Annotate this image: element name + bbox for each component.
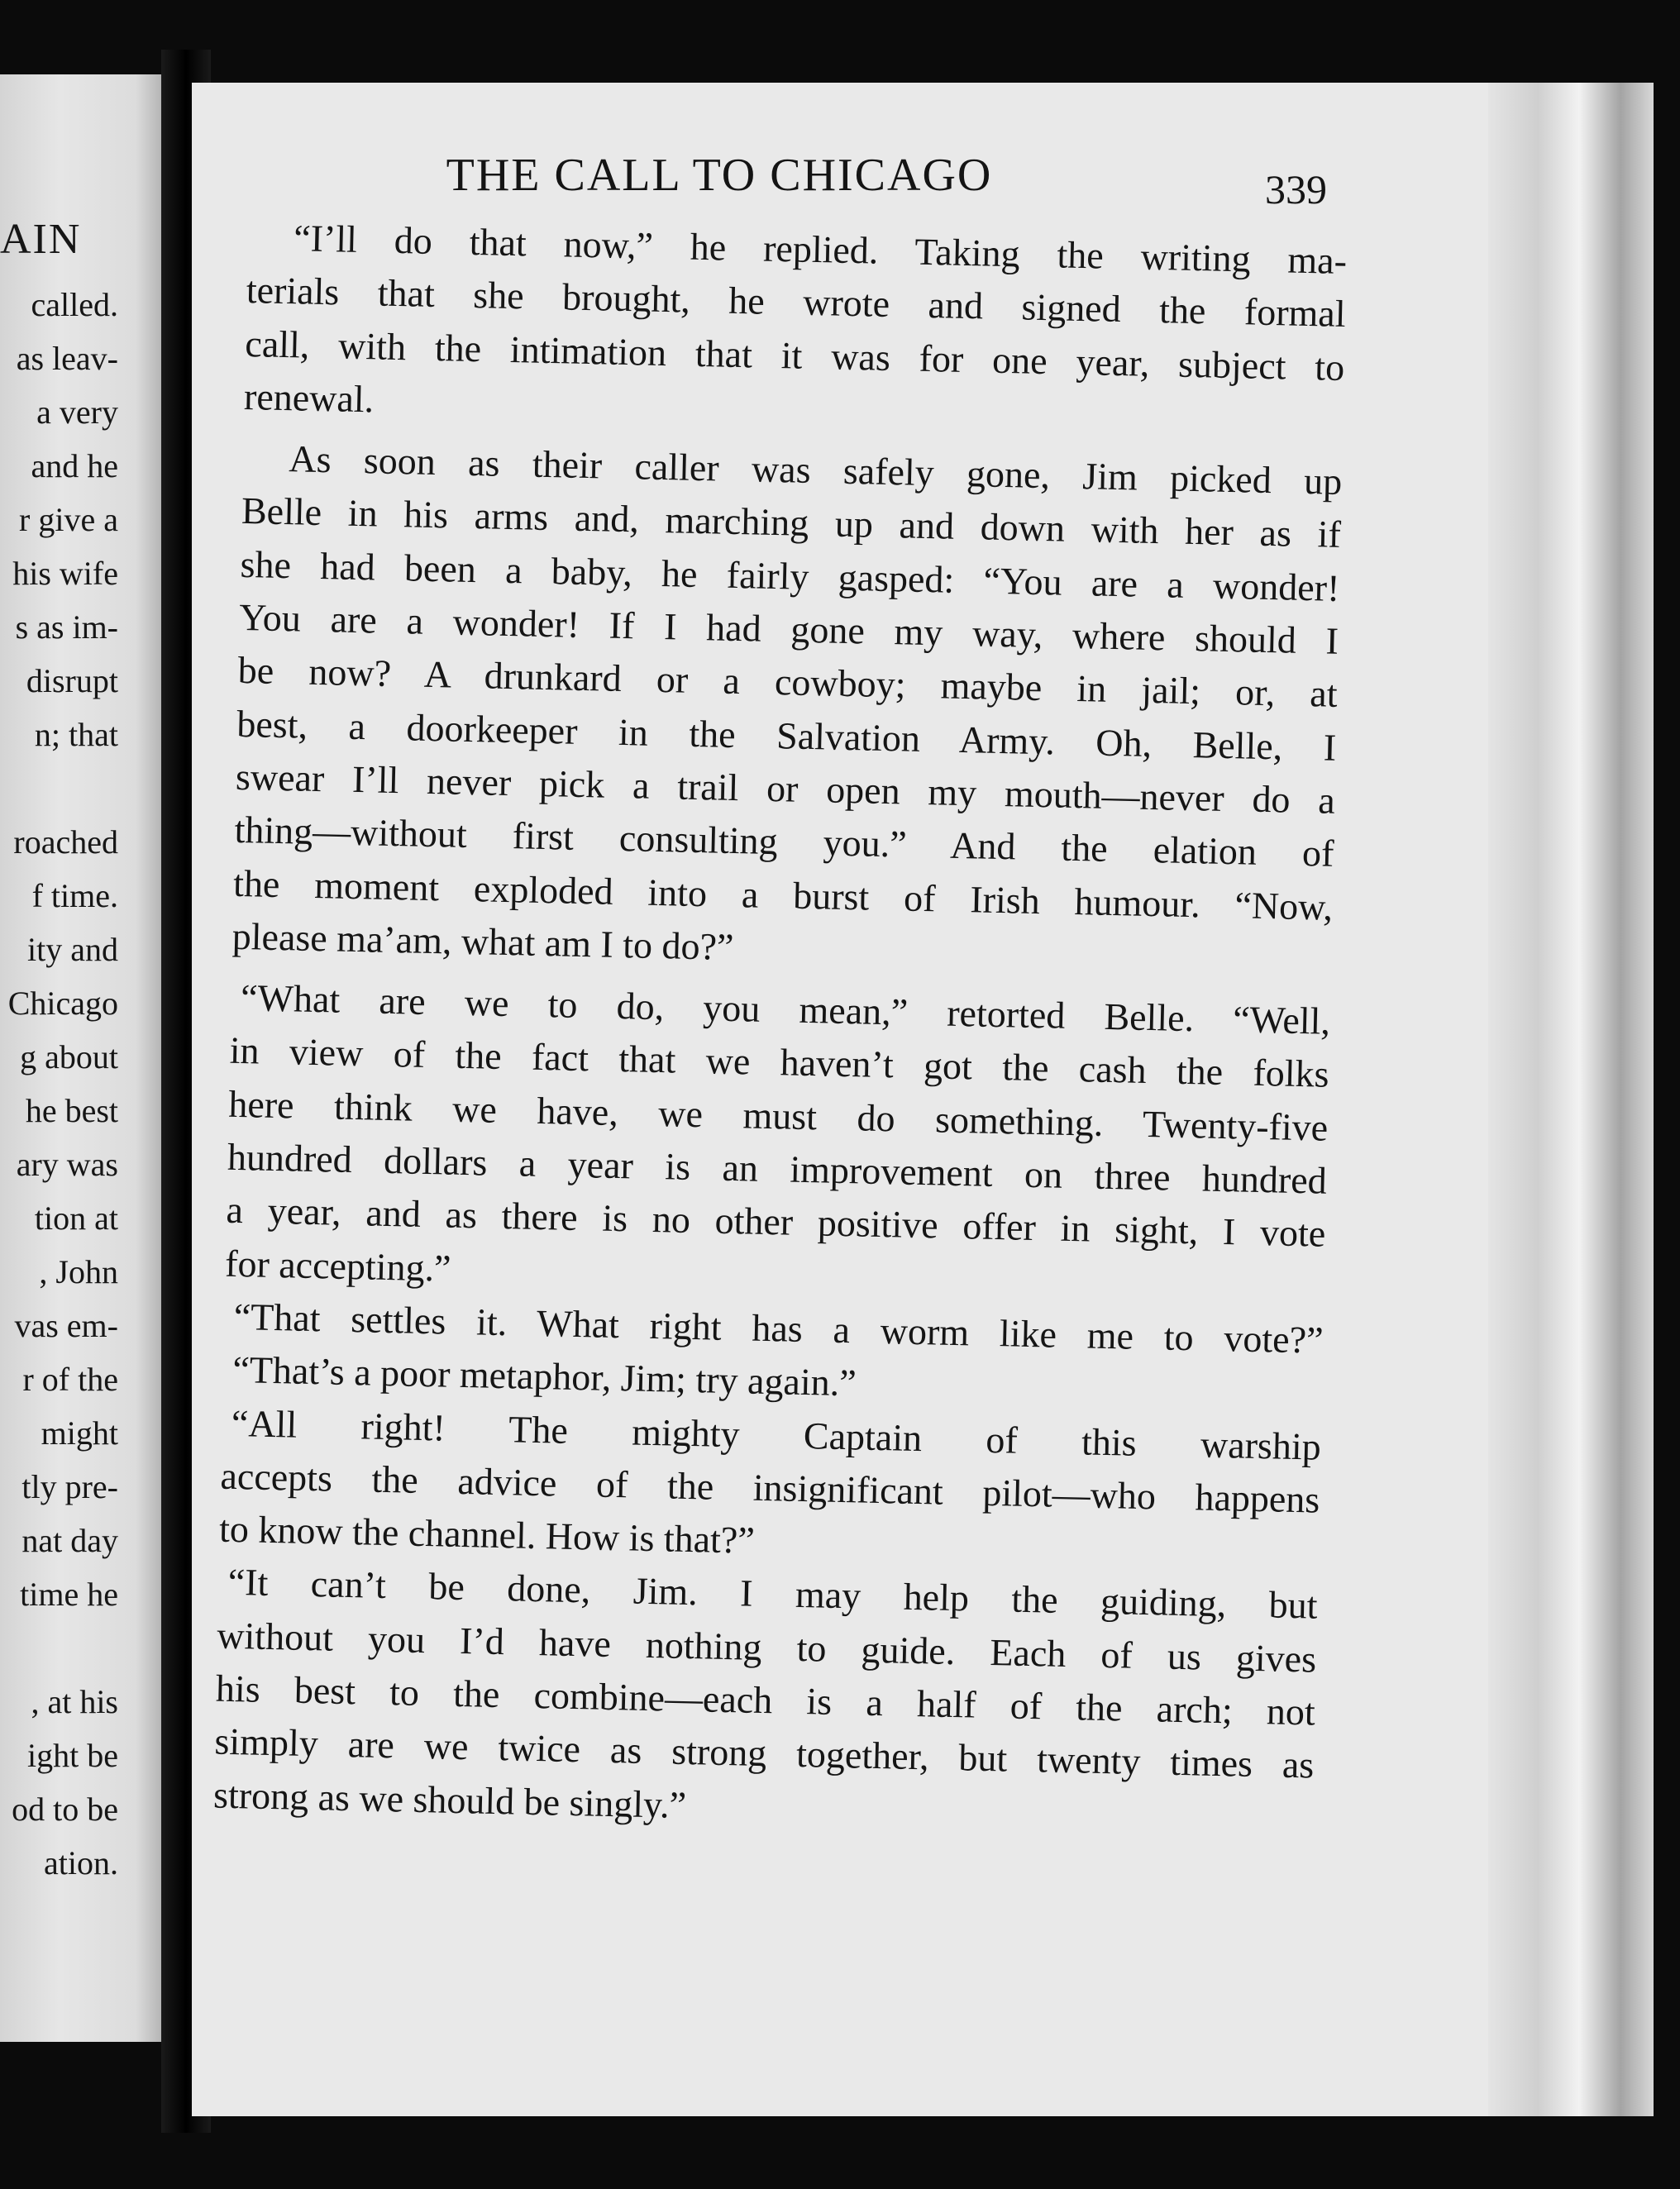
text-line: “That’s a poor metaphor, Jim; try again.” [231,1348,857,1404]
left-page-line: a very [36,393,118,431]
text-line: call, with the intimation that it was for one year, subject to [244,322,1345,389]
text-line: renewal. [243,374,375,421]
text-line: here think we have, we must do something. Twenty-five [227,1082,1329,1149]
left-page-line: he best [25,1092,118,1129]
left-page-line: and he [31,447,118,484]
text-line: to know the channel. How is that?” [218,1507,756,1562]
left-page-line: ation. [44,1844,118,1881]
left-page-line: n; that [34,716,118,753]
text-line: without you I’d have nothing to guide. Each of us gives [216,1614,1317,1681]
text-line: accepts the advice of the insignificant pilot—who happens [220,1454,1320,1521]
left-facing-page [0,74,169,2042]
left-page-line: tly pre- [21,1468,118,1505]
left-page-line: roached [13,823,118,861]
text-line: please ma’am, what am I to do?” [231,914,734,968]
text-line: “All right! The mighty Captain of this warship [231,1401,1322,1468]
left-page-line: tion at [34,1199,118,1237]
text-line: hundred dollars a year is an improvement on three hundred [227,1135,1328,1202]
left-page-line: ity and [27,931,118,968]
text-line: As soon as their caller was safely gone, Jim picked up [288,437,1343,503]
text-line: the moment exploded into a burst of Irish humour. “Now, [232,861,1334,928]
text-line: for accepting.” [224,1242,452,1290]
left-page-line: , John [39,1253,118,1290]
text-line: Belle in his arms and, marching up and down with her as if [241,489,1342,556]
body-text [212,211,1347,1845]
text-line: “That settles it. What right has a worm like me to vote?” [233,1295,1324,1362]
text-line: You are a wonder! If I had gone my way, where should I [238,595,1339,662]
left-page-line: f time. [31,877,118,914]
left-page-line: disrupt [26,662,118,699]
page-number: 339 [1265,166,1327,212]
text-line: “What are we to do, you mean,” retorted Belle. “Well, [240,976,1331,1042]
left-page-line: ight be [27,1737,118,1774]
left-page-line: vas em- [14,1307,118,1344]
text-line: simply are we twice as strong together, but twenty times as [214,1719,1315,1786]
text-line: thing—without first consulting you.” And the elation of [234,808,1334,875]
left-page-line: r give a [19,501,118,538]
left-page-line: might [41,1414,118,1452]
text-line: in view of the fact that we haven’t got the cash the folks [229,1029,1330,1096]
left-page-line: r of the [22,1361,118,1398]
text-line: a year, and as there is no other positive offer in sight, I vote [226,1189,1326,1256]
left-page-line: time he [20,1576,118,1613]
text-line: best, a doorkeeper in the Salvation Army. Oh, Belle, I [236,702,1337,769]
left-page-running-head: AIN [0,216,82,263]
left-page-line: Chicago [7,985,118,1022]
text-line: be now? A drunkard or a cowboy; maybe in jail; or, at [237,649,1339,716]
running-head: THE CALL TO CHICAGO [446,150,993,201]
left-page-line: his wife [12,555,118,592]
text-line: strong as we should be singly.” [212,1773,687,1826]
left-page-line: as leav- [16,340,118,377]
text-line: terials that she brought, he wrote and signed the formal [246,269,1347,336]
left-page-line: , at his [31,1683,118,1720]
text-line: she had been a baby, he fairly gasped: “You are a wonder! [240,542,1340,609]
left-page-line: g about [20,1038,118,1075]
text-line: swear I’ll never pick a trail or open my mouth—never do a [235,755,1336,822]
left-page-line: called. [31,286,118,323]
page-edge-shadow [1488,83,1654,2116]
text-line: “It can’t be done, Jim. I may help the guiding, but [227,1561,1319,1628]
left-page-line: ary was [16,1146,118,1183]
left-page-line: s as im- [15,608,118,646]
text-line: his best to the combine—each is a half of the arch; not [215,1667,1316,1734]
left-page-line: nat day [21,1522,118,1559]
text-line: “I’ll do that now,” he replied. Taking the writing ma- [293,217,1348,283]
left-page-line: od to be [12,1791,118,1828]
